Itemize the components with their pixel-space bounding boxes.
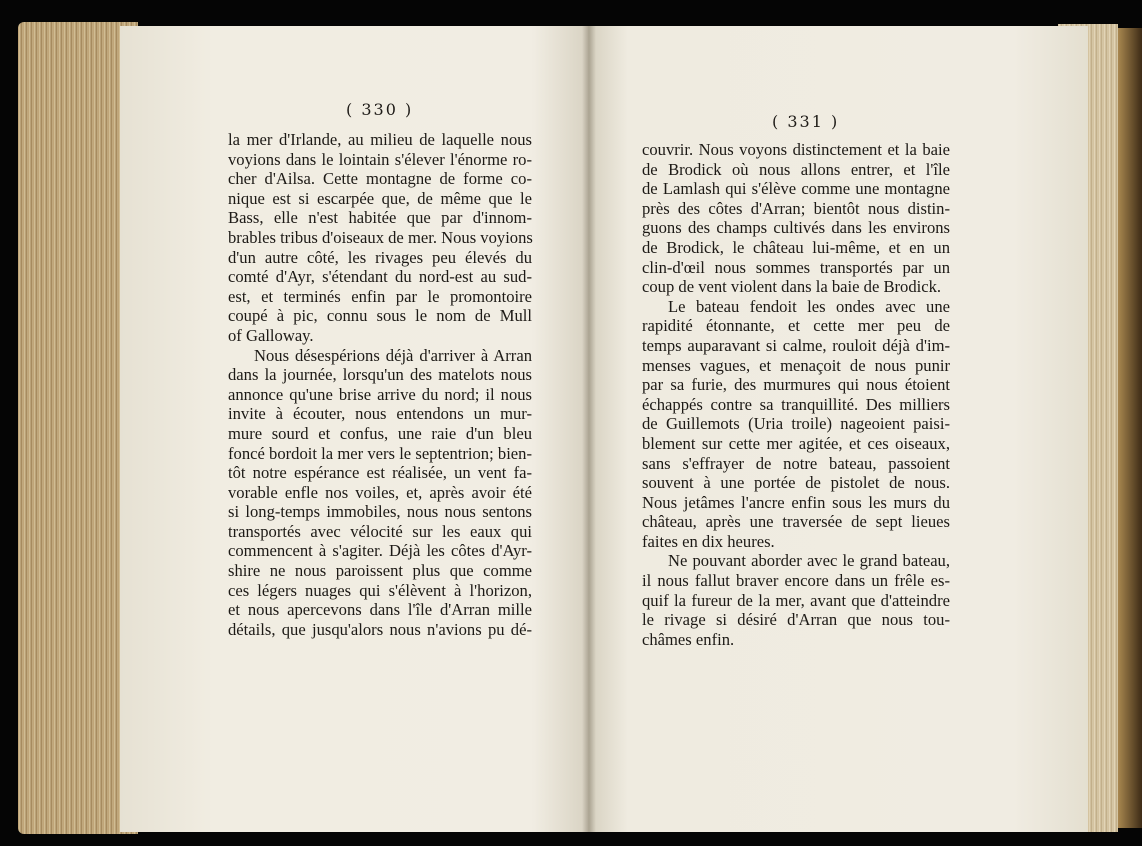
text-line: et nous apercevons dans l'île d'Arran mille [228,600,532,620]
text-line: d'un autre côté, les rivages peu élevés du [228,247,532,267]
text-line: châmes enfin. [642,629,735,649]
text-line: annonce qu'une brise arrive du nord; il nous [228,384,532,404]
text-line: de Brodick où nous allons entrer, et l'île [642,159,950,179]
text-line: la mer d'Irlande, au milieu de laquelle nous [228,130,532,149]
text-line: tôt notre espérance est réalisée, un vent fa- [228,463,532,483]
left-page-text [228,130,532,639]
text-line: couvrir. Nous voyons distinctement et la baie [642,140,950,159]
text-line: détails, que jusqu'alors nous n'avions pu dé- [228,619,532,639]
text-line: clin-d'œil nous sommes transportés par un [642,257,950,277]
text-line: mure sourd et confus, une raie d'un bleu [228,423,532,443]
text-line: il nous fallut braver encore dans un frêle es- [642,571,950,591]
text-line: coup de vent violent dans la baie de Brodick. [642,277,942,297]
text-line: Nous désespérions déjà d'arriver à Arran [254,345,532,365]
left-page-number: ( 330 ) [346,100,414,119]
text-line: château, après une traversée de sept lieues [642,512,950,532]
text-line: de Brodick, le château lui-même, et en un [642,237,950,257]
text-line: transportés avec vélocité sur les eaux qui [228,521,532,541]
text-line: ces légers nuages qui s'élèvent à l'horizon, [228,580,532,600]
text-line: of Galloway. [228,325,314,345]
text-line: quif la fureur de la mer, avant que d'atteindre [642,590,950,610]
text-line: près des côtes d'Arran; bientôt nous distin- [642,198,950,218]
text-line: de Guillemots (Uria troile) nageoient paisi- [642,414,950,434]
text-line: Ne pouvant aborder avec le grand bateau, [668,551,950,571]
text-line: temps auparavant si calme, rouloit déjà d'im- [642,335,950,355]
right-page-number: ( 331 ) [772,112,840,131]
text-line: Nous jetâmes l'ancre enfin sous les murs du [642,492,950,512]
text-line: le rivage si désiré d'Arran que nous tou- [642,610,950,630]
text-line: blement sur cette mer agitée, et ces oiseaux, [642,433,950,453]
text-line: Bass, elle n'est habitée que par d'innom- [228,208,532,228]
book-gutter [582,26,596,832]
text-line: invite à écouter, nous entendons un mur- [228,404,532,424]
text-line: voyions dans le lointain s'élever l'énorme ro- [228,149,532,169]
text-line: shire ne nous paroissent plus que comme [228,561,532,581]
text-line: Le bateau fendoit les ondes avec une [668,296,950,316]
right-page-text [642,140,950,649]
text-line: est, et terminés enfin par le promontoire [228,286,532,306]
text-line: comté d'Ayr, s'étendant du nord-est au sud- [228,267,532,287]
text-line: rapidité étonnante, et cette mer peu de [642,316,950,336]
text-line: si long-temps immobiles, nous nous sentons [228,502,532,522]
text-line: menses vagues, et menaçoit de nous punir [642,355,950,375]
text-line: sans s'effrayer de notre bateau, passoient [642,453,950,473]
text-line: guons des champs cultivés dans les environs [642,218,950,238]
text-line: vorable enfle nos voiles, et, après avoir été [228,482,532,502]
text-line: par sa furie, des murmures qui nous étoient [642,375,950,395]
text-line: brables tribus d'oiseaux de mer. Nous voyions [228,227,533,247]
text-line: faites en dix heures. [642,531,775,551]
text-line: nique est si escarpée que, de même que le [228,188,532,208]
text-line: souvent à une portée de pistolet de nous. [642,473,950,493]
text-line: commencent à s'agiter. Déjà les côtes d'Ayr- [228,541,532,561]
text-line: dans la journée, lorsqu'un des matelots nous [228,365,532,385]
text-line: cher d'Ailsa. Cette montagne de forme co- [228,169,532,189]
text-line: échappés contre sa tranquillité. Des milliers [642,394,950,414]
text-line: coupé à pic, connu sous le nom de Mull [228,306,532,326]
text-line: de Lamlash qui s'élève comme une montagne [642,179,950,199]
text-line: foncé bordoit la mer vers le septentrion; bien- [228,443,532,463]
